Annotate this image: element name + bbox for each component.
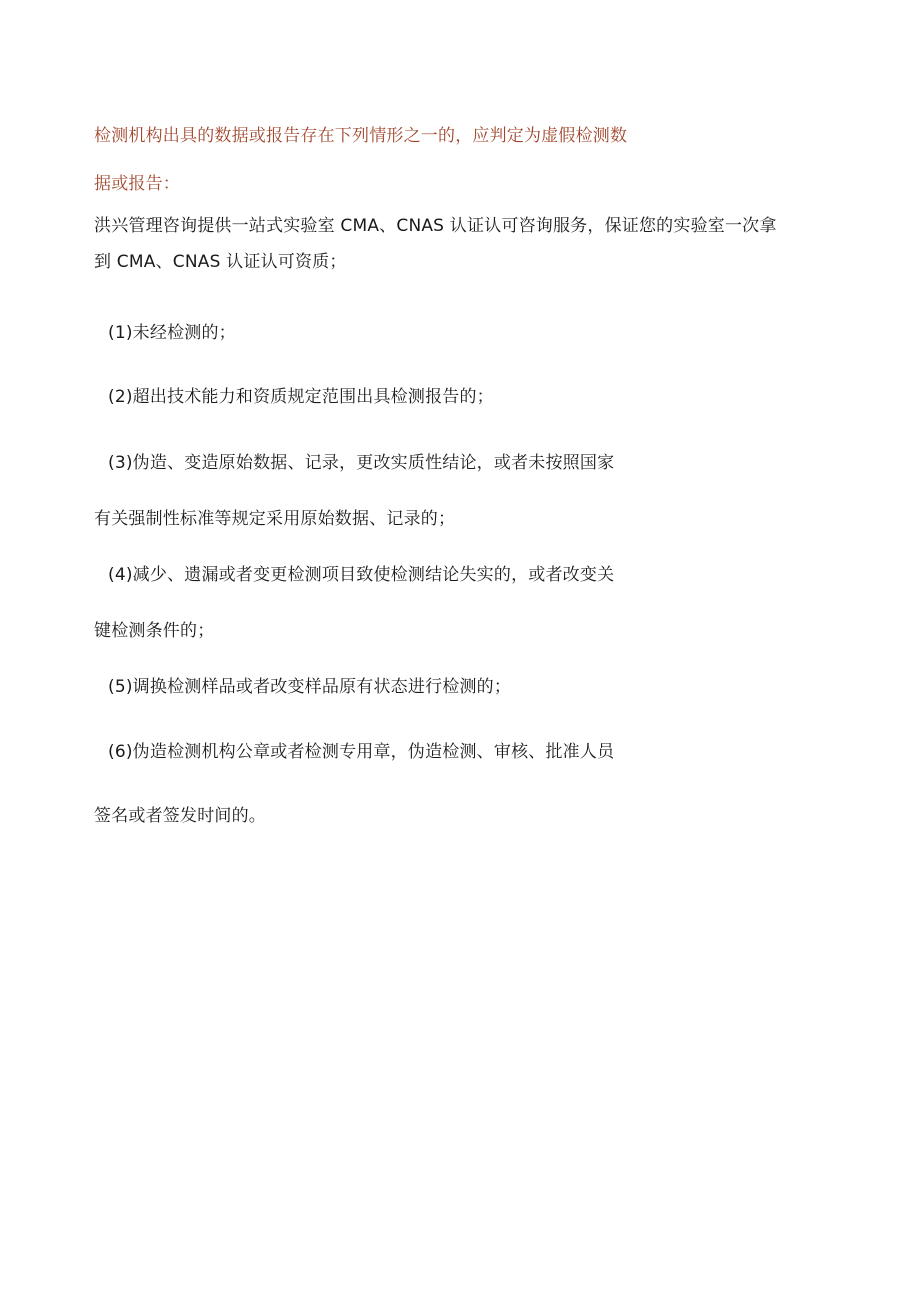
item-2: (2)超出技术能力和资质规定范围出具检测报告的； [108, 387, 494, 407]
item-5: (5)调换检测样品或者改变样品原有状态进行检测的； [108, 677, 512, 697]
promo-line-1: 洪兴管理咨询提供一站式实验室 CMA、CNAS 认证认可咨询服务，保证您的实验室一次拿 [94, 216, 777, 236]
heading-line-2: 据或报告： [94, 174, 180, 194]
item-1: (1)未经检测的； [108, 323, 236, 343]
item-4-line-1: (4)减少、遗漏或者变更检测项目致使检测结论失实的，或者改变关 [108, 565, 615, 585]
item-3-line-1: (3)伪造、变造原始数据、记录，更改实质性结论，或者未按照国家 [108, 453, 615, 473]
heading-line-1: 检测机构出具的数据或报告存在下列情形之一的，应判定为虚假检测数 [94, 126, 628, 146]
promo-line-2: 到 CMA、CNAS 认证认可资质； [94, 252, 347, 272]
item-6-line-2: 签名或者签发时间的。 [94, 806, 266, 826]
item-6-line-1: (6)伪造检测机构公章或者检测专用章，伪造检测、审核、批准人员 [108, 742, 615, 762]
item-3-line-2: 有关强制性标准等规定采用原始数据、记录的； [94, 509, 456, 529]
item-4-line-2: 键检测条件的； [94, 621, 215, 641]
